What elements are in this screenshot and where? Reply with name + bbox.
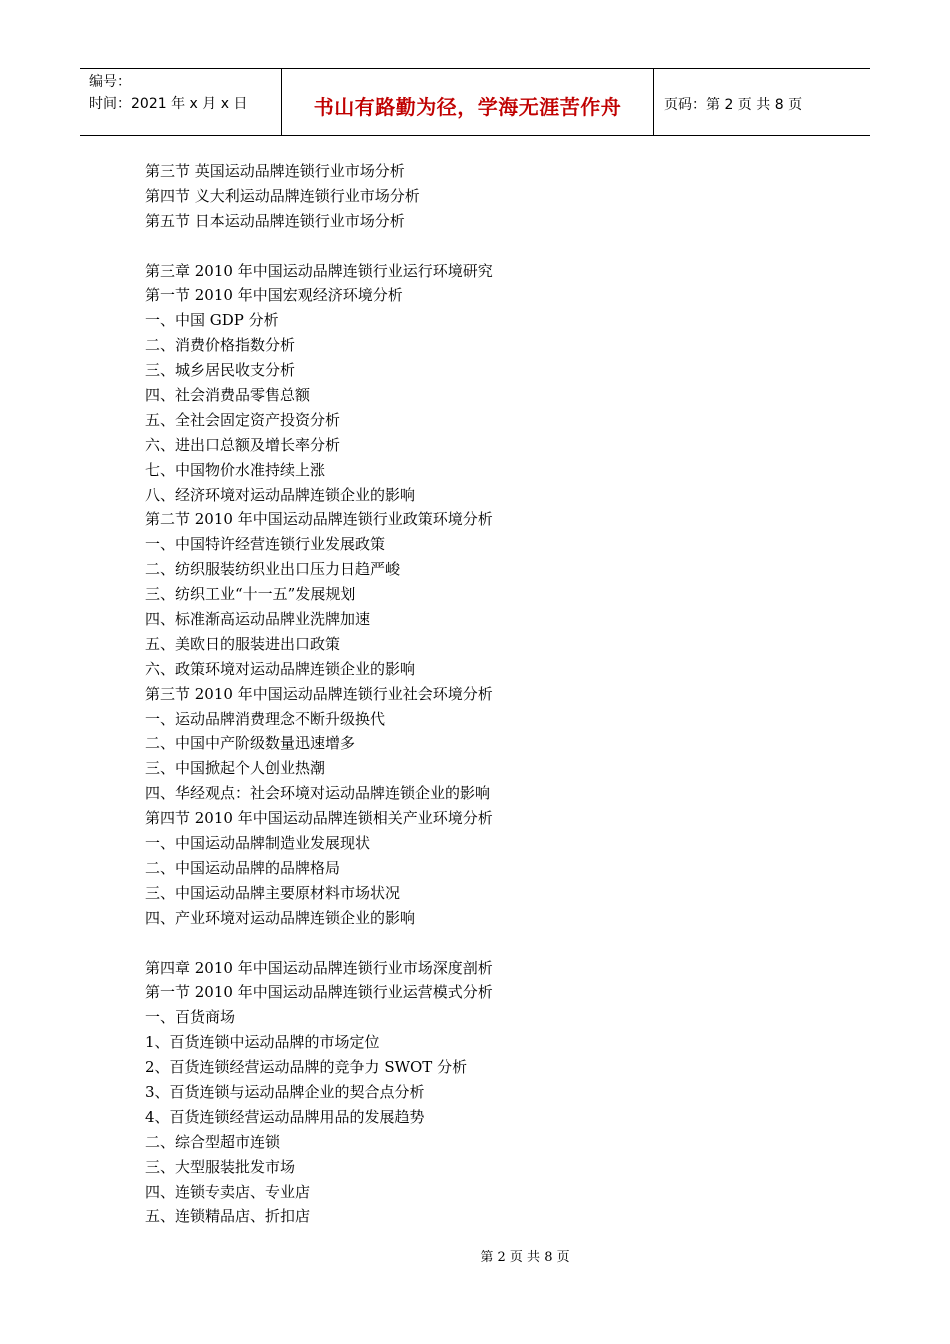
toc-entry: 七、中国物价水准持续上涨 (145, 460, 326, 479)
toc-entry: 四、社会消费品零售总额 (145, 386, 311, 405)
toc-entry: 六、政策环境对运动品牌连锁企业的影响 (145, 659, 416, 678)
toc-entry: 五、连锁精品店、折扣店 (145, 1207, 311, 1226)
toc-entry: 第一节 2010 年中国运动品牌连锁行业运营模式分析 (145, 983, 493, 1002)
toc-entry: 第三章 2010 年中国运动品牌连锁行业运行环境研究 (145, 261, 493, 280)
page-footer: 第 2 页 共 8 页 (480, 1250, 570, 1265)
header-page-info: 页码：第 2 页 共 8 页 (664, 97, 803, 113)
toc-entry: 第三节 英国运动品牌连锁行业市场分析 (145, 162, 405, 180)
toc-entry: 第四节 2010 年中国运动品牌连锁相关产业环境分析 (145, 809, 493, 828)
toc-entry: 四、产业环境对运动品牌连锁企业的影响 (145, 908, 416, 927)
toc-entry: 三、中国掀起个人创业热潮 (145, 759, 326, 778)
toc-entry: 八、经济环境对运动品牌连锁企业的影响 (145, 485, 416, 504)
toc-entry: 4、百货连锁经营运动品牌用品的发展趋势 (145, 1107, 425, 1126)
toc-entry: 一、中国特许经营连锁行业发展政策 (145, 535, 386, 554)
toc-entry: 一、中国 GDP 分析 (145, 311, 279, 330)
toc-entry: 二、纺织服装纺织业出口压力日趋严峻 (145, 560, 401, 579)
toc-entry: 三、纺织工业“十一五”发展规划 (145, 585, 356, 604)
document-time-label: 时间：2021 年 x 月 x 日 (89, 96, 248, 112)
toc-entry: 第一节 2010 年中国宏观经济环境分析 (145, 286, 403, 305)
toc-entry: 一、运动品牌消费理念不断升级换代 (145, 709, 386, 728)
toc-entry: 二、消费价格指数分析 (145, 336, 296, 355)
toc-entry: 六、进出口总额及增长率分析 (145, 435, 341, 454)
toc-entry: 1、百货连锁中运动品牌的市场定位 (145, 1033, 380, 1052)
toc-entry: 2、百货连锁经营运动品牌的竞争力 SWOT 分析 (145, 1058, 468, 1077)
toc-entry: 四、华经观点：社会环境对运动品牌连锁企业的影响 (145, 784, 491, 803)
toc-entry: 四、连锁专卖店、专业店 (145, 1182, 311, 1201)
toc-entry: 二、中国运动品牌的品牌格局 (145, 858, 341, 877)
toc-entry: 五、美欧日的服装进出口政策 (145, 634, 341, 653)
toc-entry: 一、百货商场 (145, 1008, 236, 1027)
blank-line (145, 234, 825, 259)
toc-entry: 第四节 义大利运动品牌连锁行业市场分析 (145, 186, 420, 205)
toc-entry: 3、百货连锁与运动品牌企业的契合点分析 (145, 1082, 425, 1101)
toc-entry: 第四章 2010 年中国运动品牌连锁行业市场深度剖析 (145, 958, 493, 977)
toc-entry: 第三节 2010 年中国运动品牌连锁行业社会环境分析 (145, 684, 493, 703)
toc-entry: 三、中国运动品牌主要原材料市场状况 (145, 883, 401, 902)
header-left-cell (80, 69, 282, 135)
table-of-contents (145, 159, 825, 1229)
toc-entry: 二、综合型超市连锁 (145, 1132, 281, 1151)
page-header (80, 68, 870, 136)
document-number-label: 编号： (89, 74, 131, 90)
blank-line (145, 931, 825, 956)
header-motto: 书山有路勤为径，学海无涯苦作舟 (282, 69, 654, 135)
toc-entry: 一、中国运动品牌制造业发展现状 (145, 834, 371, 853)
toc-entry: 三、城乡居民收支分析 (145, 361, 296, 380)
toc-entry: 第二节 2010 年中国运动品牌连锁行业政策环境分析 (145, 510, 493, 529)
toc-entry: 第五节 日本运动品牌连锁行业市场分析 (145, 211, 405, 230)
toc-entry: 二、中国中产阶级数量迅速增多 (145, 734, 356, 753)
toc-entry: 三、大型服装批发市场 (145, 1157, 296, 1176)
toc-entry: 四、标准渐高运动品牌业洗牌加速 (145, 610, 371, 629)
toc-entry: 五、全社会固定资产投资分析 (145, 410, 341, 429)
